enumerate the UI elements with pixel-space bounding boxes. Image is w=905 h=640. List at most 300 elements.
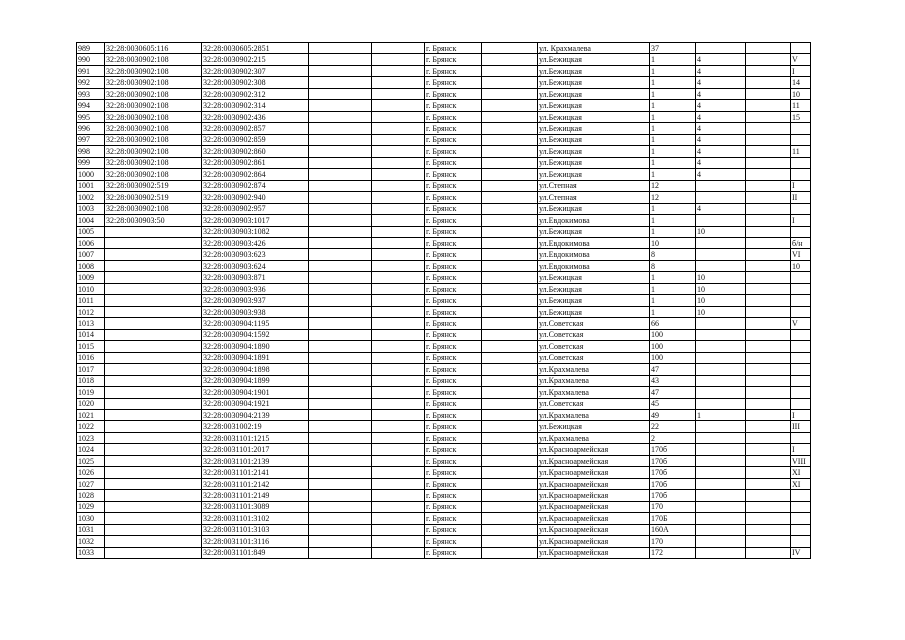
blank-cell xyxy=(482,295,538,306)
building-cell: 4 xyxy=(696,146,746,157)
city-cell: г. Брянск xyxy=(425,444,482,455)
blank-cell xyxy=(482,398,538,409)
apartment-cell xyxy=(791,398,811,409)
street-cell: ул.Евдокимова xyxy=(538,237,650,248)
row-number-cell: 1023 xyxy=(77,432,105,443)
street-cell: ул.Евдокимова xyxy=(538,215,650,226)
street-cell: ул.Бежицкая xyxy=(538,306,650,317)
cadastral-number-cell: 32:28:0031002:19 xyxy=(202,421,309,432)
blank-cell xyxy=(746,272,791,283)
row-number-cell: 1000 xyxy=(77,169,105,180)
building-cell xyxy=(696,192,746,203)
apartment-cell: 11 xyxy=(791,100,811,111)
street-cell: ул.Крахмалева xyxy=(538,364,650,375)
house-cell: 170 xyxy=(650,501,696,512)
building-cell xyxy=(696,490,746,501)
cadastral-number-cell: 32:28:0030904:1890 xyxy=(202,341,309,352)
street-cell: ул.Бежицкая xyxy=(538,157,650,168)
apartment-cell: XI xyxy=(791,467,811,478)
street-cell: ул.Советская xyxy=(538,329,650,340)
source-cadastral-cell xyxy=(105,513,202,524)
cadastral-number-cell: 32:28:0030902:860 xyxy=(202,146,309,157)
apartment-cell xyxy=(791,501,811,512)
blank-cell xyxy=(482,65,538,76)
table-row xyxy=(77,100,811,111)
blank-cell xyxy=(482,432,538,443)
table-row xyxy=(77,364,811,375)
apartment-cell: II xyxy=(791,192,811,203)
street-cell: ул.Красноармейская xyxy=(538,490,650,501)
apartment-cell: б/н xyxy=(791,237,811,248)
city-cell: г. Брянск xyxy=(425,100,482,111)
row-number-cell: 1002 xyxy=(77,192,105,203)
building-cell xyxy=(696,318,746,329)
cadastral-number-cell: 32:28:0030904:1898 xyxy=(202,364,309,375)
cadastral-number-cell: 32:28:0031101:1215 xyxy=(202,432,309,443)
table-row xyxy=(77,88,811,99)
city-cell: г. Брянск xyxy=(425,455,482,466)
apartment-cell xyxy=(791,283,811,294)
row-number-cell: 989 xyxy=(77,43,105,54)
blank-cell xyxy=(309,237,372,248)
city-cell: г. Брянск xyxy=(425,237,482,248)
table-row xyxy=(77,444,811,455)
city-cell: г. Брянск xyxy=(425,410,482,421)
table-row xyxy=(77,467,811,478)
row-number-cell: 1024 xyxy=(77,444,105,455)
blank-cell xyxy=(746,146,791,157)
cadastral-number-cell: 32:28:0031101:2141 xyxy=(202,467,309,478)
building-cell xyxy=(696,180,746,191)
blank-cell xyxy=(309,169,372,180)
cadastral-number-cell: 32:28:0030903:426 xyxy=(202,237,309,248)
street-cell: ул.Бежицкая xyxy=(538,123,650,134)
row-number-cell: 998 xyxy=(77,146,105,157)
blank-cell xyxy=(746,421,791,432)
blank-cell xyxy=(309,478,372,489)
blank-cell xyxy=(746,54,791,65)
blank-cell xyxy=(746,77,791,88)
source-cadastral-cell xyxy=(105,455,202,466)
street-cell: ул.Советская xyxy=(538,398,650,409)
blank-cell xyxy=(746,237,791,248)
blank-cell xyxy=(372,421,425,432)
house-cell: 100 xyxy=(650,329,696,340)
blank-cell xyxy=(746,157,791,168)
row-number-cell: 1005 xyxy=(77,226,105,237)
source-cadastral-cell: 32:28:0030902:108 xyxy=(105,65,202,76)
row-number-cell: 1017 xyxy=(77,364,105,375)
blank-cell xyxy=(482,203,538,214)
house-cell: 1 xyxy=(650,272,696,283)
blank-cell xyxy=(482,375,538,386)
blank-cell xyxy=(372,237,425,248)
house-cell: 170б xyxy=(650,444,696,455)
street-cell: ул.Бежицкая xyxy=(538,169,650,180)
building-cell xyxy=(696,43,746,54)
blank-cell xyxy=(482,134,538,145)
street-cell: ул.Красноармейская xyxy=(538,467,650,478)
blank-cell xyxy=(309,513,372,524)
blank-cell xyxy=(746,283,791,294)
cadastral-number-cell: 32:28:0030902:864 xyxy=(202,169,309,180)
cadastral-number-cell: 32:28:0030904:1921 xyxy=(202,398,309,409)
blank-cell xyxy=(482,123,538,134)
street-cell: ул.Бежицкая xyxy=(538,272,650,283)
source-cadastral-cell xyxy=(105,249,202,260)
blank-cell xyxy=(309,249,372,260)
table-row xyxy=(77,146,811,157)
house-cell: 10 xyxy=(650,237,696,248)
cadastral-number-cell: 32:28:0030902:314 xyxy=(202,100,309,111)
house-cell: 49 xyxy=(650,410,696,421)
street-cell: ул.Красноармейская xyxy=(538,444,650,455)
blank-cell xyxy=(309,146,372,157)
apartment-cell xyxy=(791,329,811,340)
table-row xyxy=(77,249,811,260)
blank-cell xyxy=(482,352,538,363)
street-cell: ул.Бежицкая xyxy=(538,54,650,65)
blank-cell xyxy=(746,88,791,99)
cadastral-number-cell: 32:28:0030904:1592 xyxy=(202,329,309,340)
house-cell: 170б xyxy=(650,467,696,478)
city-cell: г. Брянск xyxy=(425,169,482,180)
blank-cell xyxy=(482,88,538,99)
property-register-table xyxy=(76,42,811,559)
table-row xyxy=(77,134,811,145)
house-cell: 1 xyxy=(650,54,696,65)
table-row xyxy=(77,524,811,535)
row-number-cell: 1012 xyxy=(77,306,105,317)
blank-cell xyxy=(372,100,425,111)
table-row xyxy=(77,306,811,317)
blank-cell xyxy=(372,444,425,455)
house-cell: 1 xyxy=(650,203,696,214)
city-cell: г. Брянск xyxy=(425,478,482,489)
street-cell: ул.Бежицкая xyxy=(538,134,650,145)
table-row xyxy=(77,421,811,432)
blank-cell xyxy=(746,306,791,317)
building-cell xyxy=(696,249,746,260)
cadastral-number-cell: 32:28:0030904:1899 xyxy=(202,375,309,386)
blank-cell xyxy=(746,478,791,489)
table-row xyxy=(77,169,811,180)
cadastral-number-cell: 32:28:0030902:859 xyxy=(202,134,309,145)
street-cell: ул.Крахмалева xyxy=(538,410,650,421)
apartment-cell xyxy=(791,43,811,54)
blank-cell xyxy=(372,203,425,214)
cadastral-number-cell: 32:28:0030902:957 xyxy=(202,203,309,214)
cadastral-number-cell: 32:28:0030904:1891 xyxy=(202,352,309,363)
blank-cell xyxy=(372,215,425,226)
blank-cell xyxy=(372,123,425,134)
cadastral-number-cell: 32:28:0030903:1017 xyxy=(202,215,309,226)
building-cell xyxy=(696,329,746,340)
blank-cell xyxy=(309,77,372,88)
cadastral-number-cell: 32:28:0030605:2851 xyxy=(202,43,309,54)
table-row xyxy=(77,111,811,122)
building-cell: 4 xyxy=(696,111,746,122)
row-number-cell: 1031 xyxy=(77,524,105,535)
blank-cell xyxy=(482,249,538,260)
city-cell: г. Брянск xyxy=(425,43,482,54)
house-cell: 1 xyxy=(650,111,696,122)
cadastral-number-cell: 32:28:0030902:215 xyxy=(202,54,309,65)
blank-cell xyxy=(372,432,425,443)
source-cadastral-cell xyxy=(105,329,202,340)
source-cadastral-cell: 32:28:0030902:108 xyxy=(105,134,202,145)
apartment-cell: I xyxy=(791,444,811,455)
blank-cell xyxy=(746,352,791,363)
city-cell: г. Брянск xyxy=(425,260,482,271)
source-cadastral-cell: 32:28:0030903:50 xyxy=(105,215,202,226)
row-number-cell: 1029 xyxy=(77,501,105,512)
building-cell xyxy=(696,387,746,398)
blank-cell xyxy=(309,123,372,134)
blank-cell xyxy=(482,306,538,317)
city-cell: г. Брянск xyxy=(425,54,482,65)
source-cadastral-cell xyxy=(105,444,202,455)
blank-cell xyxy=(482,410,538,421)
blank-cell xyxy=(309,467,372,478)
source-cadastral-cell xyxy=(105,467,202,478)
blank-cell xyxy=(372,352,425,363)
building-cell: 4 xyxy=(696,157,746,168)
blank-cell xyxy=(372,524,425,535)
house-cell: 170Б xyxy=(650,513,696,524)
source-cadastral-cell xyxy=(105,226,202,237)
source-cadastral-cell: 32:28:0030902:108 xyxy=(105,146,202,157)
city-cell: г. Брянск xyxy=(425,375,482,386)
blank-cell xyxy=(372,180,425,191)
house-cell: 172 xyxy=(650,547,696,558)
building-cell: 10 xyxy=(696,306,746,317)
blank-cell xyxy=(746,467,791,478)
city-cell: г. Брянск xyxy=(425,192,482,203)
source-cadastral-cell: 32:28:0030902:108 xyxy=(105,169,202,180)
blank-cell xyxy=(746,524,791,535)
building-cell xyxy=(696,432,746,443)
row-number-cell: 995 xyxy=(77,111,105,122)
apartment-cell: I xyxy=(791,65,811,76)
city-cell: г. Брянск xyxy=(425,203,482,214)
source-cadastral-cell xyxy=(105,524,202,535)
table-row xyxy=(77,375,811,386)
house-cell: 43 xyxy=(650,375,696,386)
source-cadastral-cell: 32:28:0030902:519 xyxy=(105,192,202,203)
building-cell xyxy=(696,398,746,409)
apartment-cell xyxy=(791,295,811,306)
blank-cell xyxy=(482,501,538,512)
house-cell: 22 xyxy=(650,421,696,432)
blank-cell xyxy=(482,111,538,122)
blank-cell xyxy=(309,134,372,145)
table-row xyxy=(77,215,811,226)
building-cell: 4 xyxy=(696,123,746,134)
apartment-cell xyxy=(791,203,811,214)
table-row xyxy=(77,341,811,352)
source-cadastral-cell: 32:28:0030902:108 xyxy=(105,111,202,122)
blank-cell xyxy=(309,111,372,122)
city-cell: г. Брянск xyxy=(425,547,482,558)
apartment-cell xyxy=(791,306,811,317)
house-cell: 1 xyxy=(650,169,696,180)
source-cadastral-cell: 32:28:0030902:108 xyxy=(105,77,202,88)
blank-cell xyxy=(309,88,372,99)
building-cell xyxy=(696,513,746,524)
blank-cell xyxy=(309,398,372,409)
table-row xyxy=(77,43,811,54)
blank-cell xyxy=(309,43,372,54)
table-row xyxy=(77,410,811,421)
row-number-cell: 991 xyxy=(77,65,105,76)
apartment-cell xyxy=(791,134,811,145)
building-cell xyxy=(696,501,746,512)
table-row xyxy=(77,318,811,329)
house-cell: 1 xyxy=(650,157,696,168)
city-cell: г. Брянск xyxy=(425,387,482,398)
table-row xyxy=(77,478,811,489)
house-cell: 170б xyxy=(650,478,696,489)
blank-cell xyxy=(372,295,425,306)
row-number-cell: 1025 xyxy=(77,455,105,466)
row-number-cell: 1028 xyxy=(77,490,105,501)
building-cell xyxy=(696,237,746,248)
source-cadastral-cell xyxy=(105,478,202,489)
blank-cell xyxy=(372,467,425,478)
apartment-cell: XI xyxy=(791,478,811,489)
blank-cell xyxy=(482,283,538,294)
row-number-cell: 1019 xyxy=(77,387,105,398)
source-cadastral-cell xyxy=(105,421,202,432)
house-cell: 66 xyxy=(650,318,696,329)
row-number-cell: 997 xyxy=(77,134,105,145)
source-cadastral-cell: 32:28:0030902:108 xyxy=(105,88,202,99)
blank-cell xyxy=(482,455,538,466)
house-cell: 170б xyxy=(650,490,696,501)
blank-cell xyxy=(482,524,538,535)
blank-cell xyxy=(372,547,425,558)
row-number-cell: 1027 xyxy=(77,478,105,489)
apartment-cell xyxy=(791,352,811,363)
city-cell: г. Брянск xyxy=(425,249,482,260)
cadastral-number-cell: 32:28:0031101:2142 xyxy=(202,478,309,489)
blank-cell xyxy=(309,547,372,558)
row-number-cell: 1032 xyxy=(77,536,105,547)
blank-cell xyxy=(482,513,538,524)
house-cell: 1 xyxy=(650,215,696,226)
row-number-cell: 1011 xyxy=(77,295,105,306)
blank-cell xyxy=(372,329,425,340)
street-cell: ул.Красноармейская xyxy=(538,536,650,547)
street-cell: ул.Советская xyxy=(538,318,650,329)
blank-cell xyxy=(309,444,372,455)
blank-cell xyxy=(372,272,425,283)
source-cadastral-cell xyxy=(105,501,202,512)
source-cadastral-cell: 32:28:0030902:519 xyxy=(105,180,202,191)
blank-cell xyxy=(309,203,372,214)
city-cell: г. Брянск xyxy=(425,295,482,306)
city-cell: г. Брянск xyxy=(425,364,482,375)
row-number-cell: 1030 xyxy=(77,513,105,524)
blank-cell xyxy=(746,455,791,466)
cadastral-number-cell: 32:28:0031101:3089 xyxy=(202,501,309,512)
building-cell xyxy=(696,375,746,386)
cadastral-number-cell: 32:28:0030902:436 xyxy=(202,111,309,122)
apartment-cell xyxy=(791,272,811,283)
table-row xyxy=(77,329,811,340)
blank-cell xyxy=(372,398,425,409)
apartment-cell: 10 xyxy=(791,88,811,99)
building-cell xyxy=(696,524,746,535)
source-cadastral-cell xyxy=(105,306,202,317)
source-cadastral-cell xyxy=(105,341,202,352)
row-number-cell: 1033 xyxy=(77,547,105,558)
city-cell: г. Брянск xyxy=(425,272,482,283)
table-row xyxy=(77,260,811,271)
building-cell xyxy=(696,455,746,466)
source-cadastral-cell xyxy=(105,432,202,443)
source-cadastral-cell xyxy=(105,547,202,558)
house-cell: 100 xyxy=(650,341,696,352)
table-row xyxy=(77,352,811,363)
apartment-cell: 14 xyxy=(791,77,811,88)
source-cadastral-cell xyxy=(105,352,202,363)
building-cell xyxy=(696,536,746,547)
city-cell: г. Брянск xyxy=(425,490,482,501)
street-cell: ул.Советская xyxy=(538,341,650,352)
street-cell: ул.Красноармейская xyxy=(538,455,650,466)
blank-cell xyxy=(746,341,791,352)
row-number-cell: 1003 xyxy=(77,203,105,214)
blank-cell xyxy=(482,536,538,547)
source-cadastral-cell xyxy=(105,364,202,375)
city-cell: г. Брянск xyxy=(425,215,482,226)
blank-cell xyxy=(482,260,538,271)
row-number-cell: 1006 xyxy=(77,237,105,248)
house-cell: 2 xyxy=(650,432,696,443)
building-cell xyxy=(696,421,746,432)
apartment-cell xyxy=(791,341,811,352)
blank-cell xyxy=(309,501,372,512)
city-cell: г. Брянск xyxy=(425,501,482,512)
table-row xyxy=(77,387,811,398)
house-cell: 8 xyxy=(650,249,696,260)
blank-cell xyxy=(482,215,538,226)
apartment-cell: 11 xyxy=(791,146,811,157)
row-number-cell: 994 xyxy=(77,100,105,111)
house-cell: 170б xyxy=(650,455,696,466)
blank-cell xyxy=(482,421,538,432)
row-number-cell: 1016 xyxy=(77,352,105,363)
blank-cell xyxy=(372,513,425,524)
blank-cell xyxy=(482,444,538,455)
city-cell: г. Брянск xyxy=(425,524,482,535)
building-cell: 4 xyxy=(696,54,746,65)
cadastral-number-cell: 32:28:0031101:2139 xyxy=(202,455,309,466)
blank-cell xyxy=(309,54,372,65)
blank-cell xyxy=(482,237,538,248)
city-cell: г. Брянск xyxy=(425,123,482,134)
city-cell: г. Брянск xyxy=(425,341,482,352)
blank-cell xyxy=(746,536,791,547)
apartment-cell xyxy=(791,364,811,375)
blank-cell xyxy=(482,387,538,398)
blank-cell xyxy=(746,203,791,214)
blank-cell xyxy=(372,536,425,547)
street-cell: ул.Красноармейская xyxy=(538,547,650,558)
blank-cell xyxy=(309,318,372,329)
